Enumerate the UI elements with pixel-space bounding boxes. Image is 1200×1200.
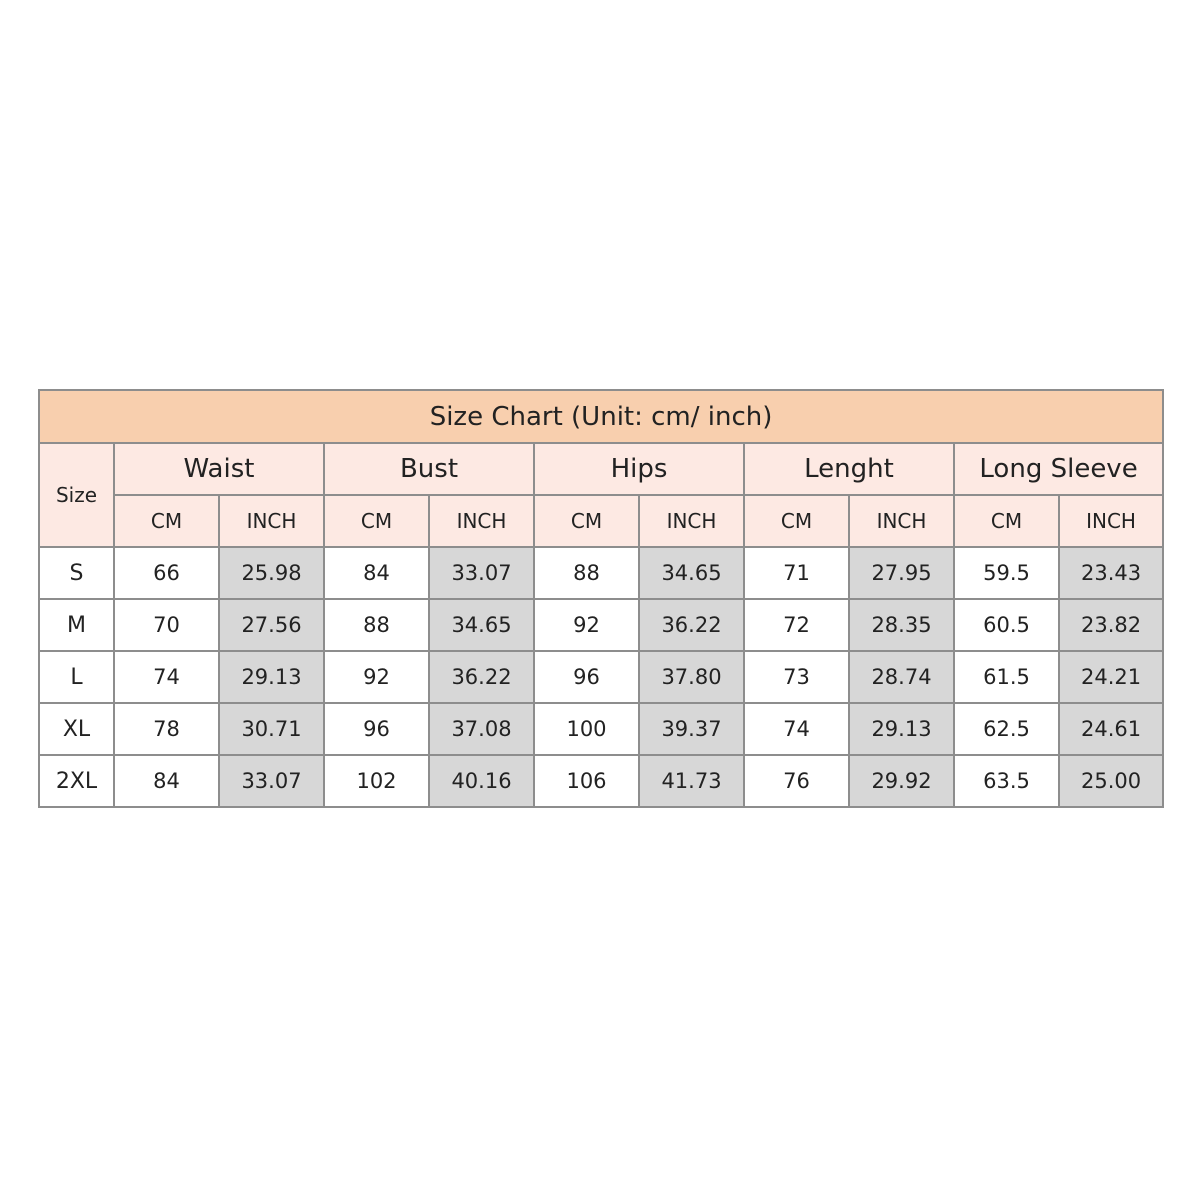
hips-inch-cell: 34.65 — [639, 547, 744, 599]
waist-cm-cell: 70 — [114, 599, 219, 651]
long-sleeve-inch-cell: 23.43 — [1059, 547, 1163, 599]
size-chart-table — [38, 389, 1164, 808]
title-row — [39, 390, 1163, 443]
length-inch-cell: 29.13 — [849, 703, 954, 755]
bust-cm-header: CM — [324, 495, 429, 547]
length-inch-cell: 29.92 — [849, 755, 954, 807]
long-sleeve-inch-cell: 25.00 — [1059, 755, 1163, 807]
long-sleeve-cm-header: CM — [954, 495, 1059, 547]
length-group-header: Lenght — [744, 443, 954, 495]
long-sleeve-cm-cell: 60.5 — [954, 599, 1059, 651]
length-inch-header: INCH — [849, 495, 954, 547]
length-cm-cell: 74 — [744, 703, 849, 755]
long-sleeve-inch-cell: 24.21 — [1059, 651, 1163, 703]
table-row — [39, 755, 1163, 807]
hips-cm-cell: 92 — [534, 599, 639, 651]
bust-inch-cell: 36.22 — [429, 651, 534, 703]
bust-inch-cell: 40.16 — [429, 755, 534, 807]
table-row — [39, 703, 1163, 755]
table-row — [39, 547, 1163, 599]
waist-inch-cell: 25.98 — [219, 547, 324, 599]
length-cm-header: CM — [744, 495, 849, 547]
long-sleeve-inch-header: INCH — [1059, 495, 1163, 547]
size-column-header: Size — [39, 443, 114, 547]
length-inch-cell: 28.35 — [849, 599, 954, 651]
long-sleeve-cm-cell: 61.5 — [954, 651, 1059, 703]
hips-inch-cell: 39.37 — [639, 703, 744, 755]
hips-inch-header: INCH — [639, 495, 744, 547]
unit-header-row — [39, 495, 1163, 547]
chart-title: Size Chart (Unit: cm/ inch) — [39, 390, 1163, 443]
waist-inch-cell: 29.13 — [219, 651, 324, 703]
hips-inch-cell: 41.73 — [639, 755, 744, 807]
length-inch-cell: 28.74 — [849, 651, 954, 703]
length-cm-cell: 71 — [744, 547, 849, 599]
long-sleeve-inch-cell: 24.61 — [1059, 703, 1163, 755]
bust-group-header: Bust — [324, 443, 534, 495]
hips-cm-cell: 100 — [534, 703, 639, 755]
size-label-cell: XL — [39, 703, 114, 755]
bust-inch-header: INCH — [429, 495, 534, 547]
group-header-row — [39, 443, 1163, 495]
hips-cm-header: CM — [534, 495, 639, 547]
bust-cm-cell: 102 — [324, 755, 429, 807]
long-sleeve-cm-cell: 62.5 — [954, 703, 1059, 755]
size-label-cell: S — [39, 547, 114, 599]
waist-cm-cell: 66 — [114, 547, 219, 599]
length-cm-cell: 76 — [744, 755, 849, 807]
long-sleeve-group-header: Long Sleeve — [954, 443, 1163, 495]
waist-cm-cell: 78 — [114, 703, 219, 755]
hips-group-header: Hips — [534, 443, 744, 495]
size-label-cell: M — [39, 599, 114, 651]
bust-inch-cell: 33.07 — [429, 547, 534, 599]
table-row — [39, 599, 1163, 651]
table-row — [39, 651, 1163, 703]
length-cm-cell: 72 — [744, 599, 849, 651]
bust-cm-cell: 96 — [324, 703, 429, 755]
hips-cm-cell: 88 — [534, 547, 639, 599]
hips-cm-cell: 106 — [534, 755, 639, 807]
length-inch-cell: 27.95 — [849, 547, 954, 599]
size-label-cell: 2XL — [39, 755, 114, 807]
waist-inch-cell: 27.56 — [219, 599, 324, 651]
long-sleeve-cm-cell: 63.5 — [954, 755, 1059, 807]
length-cm-cell: 73 — [744, 651, 849, 703]
bust-cm-cell: 88 — [324, 599, 429, 651]
waist-inch-header: INCH — [219, 495, 324, 547]
bust-cm-cell: 84 — [324, 547, 429, 599]
waist-inch-cell: 33.07 — [219, 755, 324, 807]
size-label-cell: L — [39, 651, 114, 703]
waist-group-header: Waist — [114, 443, 324, 495]
waist-cm-cell: 84 — [114, 755, 219, 807]
bust-cm-cell: 92 — [324, 651, 429, 703]
waist-inch-cell: 30.71 — [219, 703, 324, 755]
hips-cm-cell: 96 — [534, 651, 639, 703]
hips-inch-cell: 36.22 — [639, 599, 744, 651]
bust-inch-cell: 37.08 — [429, 703, 534, 755]
long-sleeve-cm-cell: 59.5 — [954, 547, 1059, 599]
long-sleeve-inch-cell: 23.82 — [1059, 599, 1163, 651]
bust-inch-cell: 34.65 — [429, 599, 534, 651]
waist-cm-header: CM — [114, 495, 219, 547]
waist-cm-cell: 74 — [114, 651, 219, 703]
hips-inch-cell: 37.80 — [639, 651, 744, 703]
